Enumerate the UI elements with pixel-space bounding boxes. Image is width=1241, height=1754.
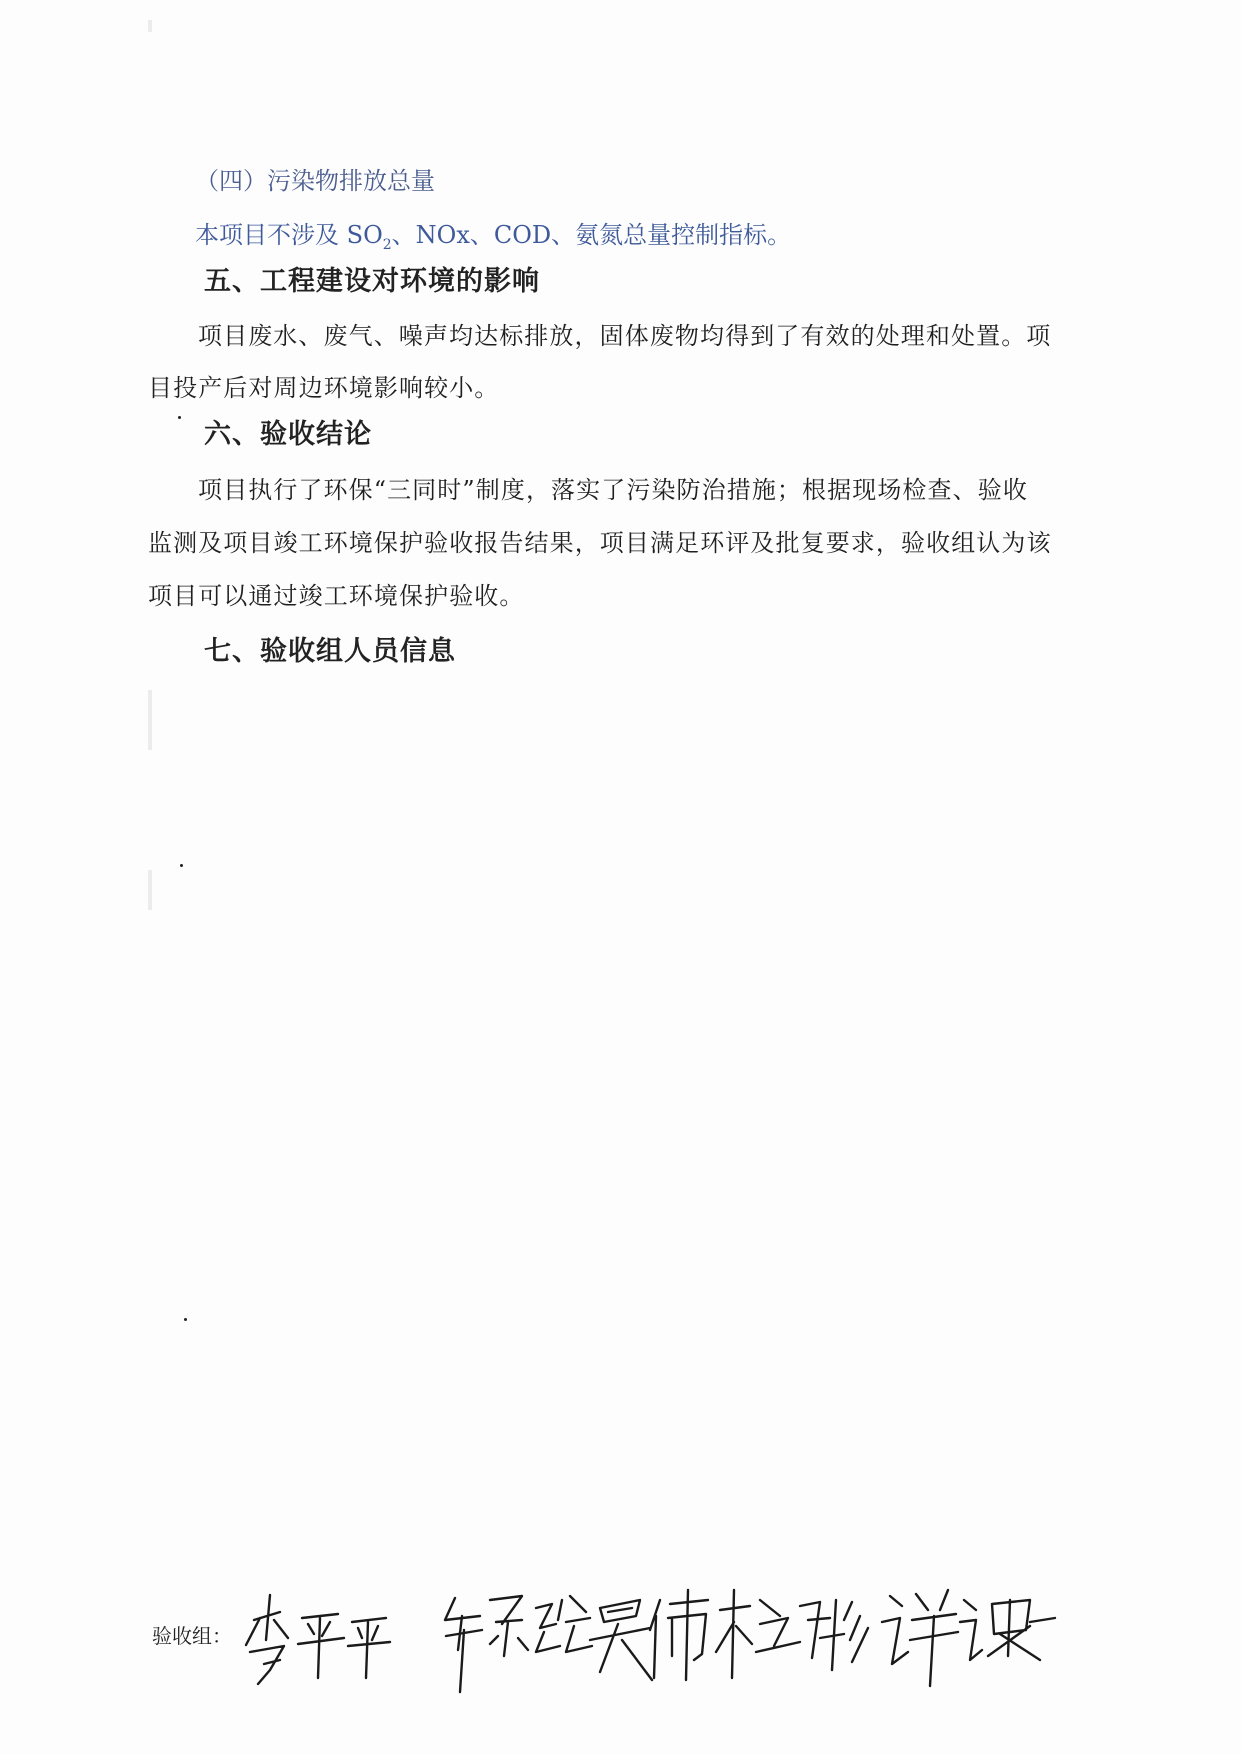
- signature-label: 验收组：: [152, 1624, 232, 1648]
- section4-text-suffix: 、NOx、COD、氨氮总量控制指标。: [391, 221, 792, 249]
- signature-5: [882, 1590, 1055, 1686]
- section5-line-1: 项目废水、废气、噪声均达标排放，固体废物均得到了有效的处理和处置。项: [198, 322, 1052, 350]
- section6-line-3: 项目可以通过竣工环境保护验收。: [148, 582, 525, 610]
- scan-speck: [184, 1318, 187, 1321]
- scan-speck: [180, 864, 183, 867]
- section7-title: 七、验收组人员信息: [204, 636, 456, 667]
- signature-4: [716, 1590, 868, 1678]
- signature-3: [590, 1590, 708, 1680]
- section4-title: （四）污染物排放总量: [195, 167, 435, 195]
- scan-artifact: [148, 690, 152, 750]
- section5-line-2: 目投产后对周边环境影响较小。: [148, 374, 500, 402]
- section4-text: [195, 220, 791, 260]
- scan-speck: [178, 416, 181, 419]
- scan-artifact: [148, 20, 152, 32]
- handwritten-signatures: [240, 1560, 1060, 1700]
- section4-text-prefix: 本项目不涉及 SO: [195, 221, 383, 249]
- section4-text-subscript: 2: [382, 236, 392, 253]
- scan-artifact: [148, 870, 152, 910]
- section5-title: 五、工程建设对环境的影响: [204, 266, 540, 297]
- signature-1: [246, 1595, 390, 1684]
- section6-title: 六、验收结论: [204, 419, 372, 450]
- signature-2: [445, 1596, 592, 1692]
- section6-line-2: 监测及项目竣工环境保护验收报告结果，项目满足环评及批复要求，验收组认为该: [148, 529, 1052, 557]
- section6-line-1: 项目执行了环保“三同时”制度，落实了污染防治措施；根据现场检查、验收: [198, 476, 1028, 504]
